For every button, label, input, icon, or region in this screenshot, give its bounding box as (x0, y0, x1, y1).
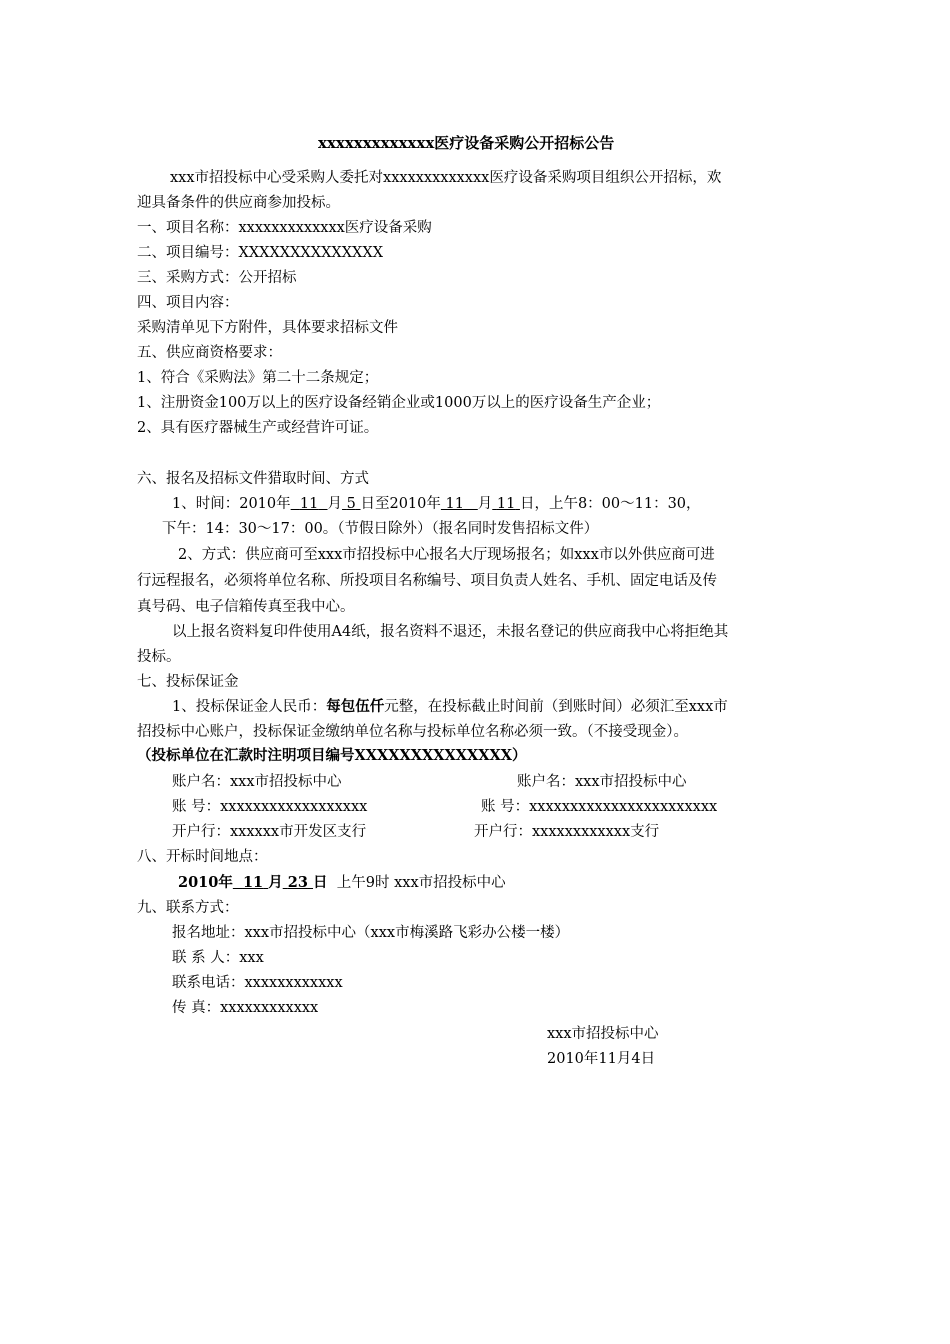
registration-method-line-2: 行远程报名，必须将单位名称、所投项目名称编号、项目负责人姓名、手机、固定电话及传 (137, 573, 717, 589)
intro-line-1: xxx市招投标中心受采购人委托对xxxxxxxxxxxxx医疗设备采购项目组织公开招标，欢 (170, 170, 722, 186)
account-2-name: 账户名：xxx市招投标中心 (517, 774, 687, 790)
contact-heading: 九、联系方式： (137, 900, 239, 916)
account-1-bank: 开户行：xxxxxx市开发区支行 (172, 824, 367, 840)
qualification-item: 1、符合《采购法》第二十二条规定； (137, 370, 379, 386)
qualification-item: 1、注册资金100万以上的医疗设备经销企业或1000万以上的医疗设备生产企业； (137, 395, 661, 411)
qualification-item: 2、具有医疗器械生产或经营许可证。 (137, 420, 379, 436)
registration-time-line-2: 下午：14：30～17：00。（节假日除外）（报名同时发售招标文件） (162, 521, 599, 537)
registration-method-line-3: 真号码、电子信箱传真至我中心。 (137, 599, 355, 615)
deposit-amount: 每包伍仟 (326, 698, 385, 715)
registration-note-line-2: 投标。 (137, 649, 181, 665)
registration-time-line: 1、时间：2010年 11 月 5 日至2010年 11 月 11 日，上午8：00～11：30， (172, 496, 701, 512)
deposit-line-1: 1、投标保证金人民币：每包伍仟元整，在投标截止时间前（到账时间）必须汇至xxx市 (172, 698, 728, 715)
contact-fax: 传 真：xxxxxxxxxxxx (172, 1000, 319, 1016)
start-month: 11 (299, 496, 319, 512)
intro-line-2: 迎具备条件的供应商参加投标。 (137, 195, 340, 211)
account-1-name: 账户名：xxx市招投标中心 (172, 774, 342, 790)
project-content-text: 采购清单见下方附件，具体要求招标文件 (137, 320, 398, 336)
signature-date: 2010年11月4日 (547, 1051, 656, 1067)
project-name: 一、项目名称：xxxxxxxxxxxxx医疗设备采购 (137, 220, 432, 236)
procurement-method: 三、采购方式：公开招标 (137, 270, 297, 286)
contact-address: 报名地址：xxx市招投标中心（xxx市梅溪路飞彩办公楼一楼） (172, 925, 570, 941)
deposit-line-2: 招投标中心账户，投标保证金缴纳单位名称与投标单位名称必须一致。（不接受现金）。 (137, 724, 688, 740)
project-content-heading: 四、项目内容： (137, 295, 239, 311)
opening-month: 11 (242, 874, 264, 891)
contact-person: 联 系 人：xxx (172, 950, 264, 966)
registration-note-line-1: 以上报名资料复印件使用A4纸，报名资料不退还，未报名登记的供应商我中心将拒绝其 (172, 624, 729, 640)
contact-phone: 联系电话：xxxxxxxxxxxx (172, 975, 343, 991)
deposit-note: （投标单位在汇款时注明项目编号XXXXXXXXXXXXXX） (137, 747, 527, 764)
end-month: 11 (445, 496, 464, 512)
account-2-bank: 开户行：xxxxxxxxxxxx支行 (474, 824, 660, 840)
opening-heading: 八、开标时间地点： (137, 849, 268, 865)
signature-org: xxx市招投标中心 (547, 1026, 659, 1042)
end-day: 11 (496, 496, 516, 512)
opening-time-line: 2010年 11 月 23 日 上午9时 xxx市招投标中心 (178, 874, 506, 891)
registration-heading: 六、报名及招标文件猎取时间、方式 (137, 471, 369, 487)
deposit-heading: 七、投标保证金 (137, 674, 239, 690)
qualification-heading: 五、供应商资格要求： (137, 345, 282, 361)
opening-day: 23 (287, 874, 308, 891)
account-1-number: 账 号：xxxxxxxxxxxxxxxxxx (172, 799, 368, 815)
account-2-number: 账 号：xxxxxxxxxxxxxxxxxxxxxxx (481, 799, 718, 815)
start-day: 5 (346, 496, 356, 512)
registration-method-line-1: 2、方式：供应商可至xxx市招投标中心报名大厅现场报名；如xxx市以外供应商可进 (178, 547, 715, 563)
project-number: 二、项目编号：XXXXXXXXXXXXXX (137, 245, 384, 261)
document-title: xxxxxxxxxxxxx医疗设备采购公开招标公告 (318, 134, 615, 152)
